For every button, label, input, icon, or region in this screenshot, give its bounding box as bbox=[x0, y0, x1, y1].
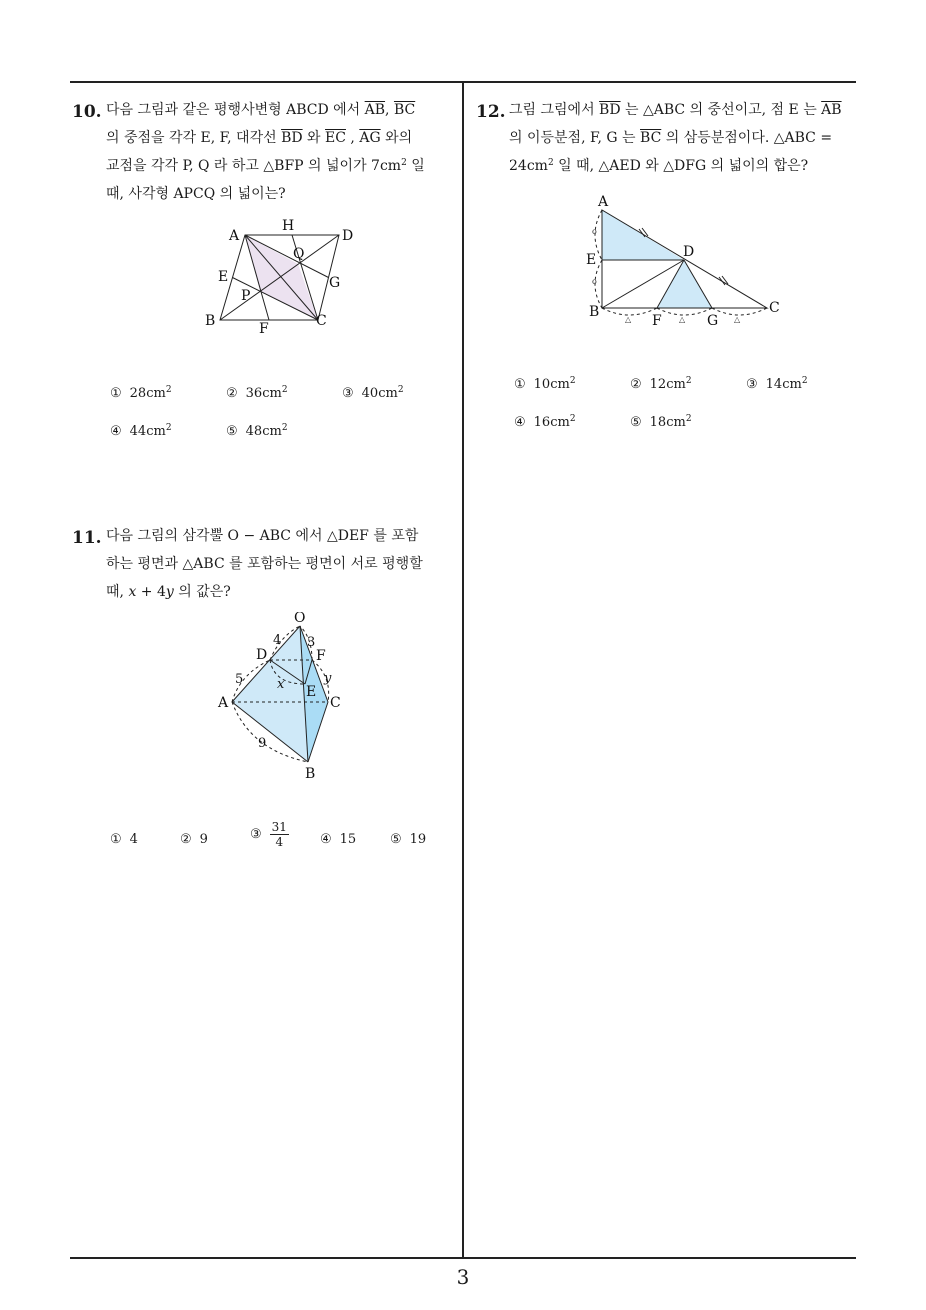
choice-marker: ② bbox=[180, 832, 192, 847]
superscript: 2 bbox=[165, 385, 172, 395]
problem-11-figure bbox=[210, 612, 360, 784]
choice-4[interactable] bbox=[320, 832, 356, 847]
choice-text: 14cm bbox=[765, 377, 802, 392]
choice-text: 10cm bbox=[533, 377, 570, 392]
superscript: 2 bbox=[401, 158, 407, 168]
label-5: 5 bbox=[235, 672, 244, 687]
choice-1[interactable] bbox=[514, 377, 576, 392]
superscript: 2 bbox=[165, 423, 172, 433]
label-B: B bbox=[589, 304, 600, 320]
arc-fg bbox=[657, 308, 712, 315]
label-C: C bbox=[316, 313, 327, 329]
triangle-mark-fg: △ bbox=[679, 315, 686, 324]
choice-4[interactable] bbox=[514, 415, 576, 430]
choice-marker: ② bbox=[630, 377, 642, 392]
label-D: D bbox=[256, 647, 268, 663]
superscript: 2 bbox=[569, 414, 576, 424]
label-G: G bbox=[707, 313, 719, 329]
choice-text: 40cm bbox=[361, 386, 398, 401]
label-B: B bbox=[305, 766, 316, 782]
choice-fraction: $\frac{31}{4}$ bbox=[271, 820, 287, 849]
column-divider bbox=[462, 82, 464, 1258]
arc-gc bbox=[712, 308, 767, 315]
choice-text: 15 bbox=[339, 832, 357, 847]
text-line: 다음 그림과 같은 평행사변형 ABCD 에서 $\overline{AB}$, $\overline{BC}$ bbox=[106, 102, 416, 118]
circle-mark-ae: o bbox=[592, 227, 597, 236]
text-line: 때, x + 4y 의 값은? bbox=[106, 584, 231, 600]
label-O: O bbox=[294, 612, 306, 626]
label-4: 4 bbox=[273, 633, 282, 648]
superscript: 2 bbox=[569, 376, 576, 386]
choice-text: 16cm bbox=[533, 415, 570, 430]
label-C: C bbox=[769, 300, 780, 316]
segment-overline: $\overline{BC}$ bbox=[640, 130, 662, 146]
choice-3[interactable] bbox=[342, 386, 404, 401]
label-P: P bbox=[241, 288, 251, 304]
choice-marker: ⑤ bbox=[226, 424, 238, 439]
math-variable: x bbox=[128, 584, 137, 600]
choice-3[interactable] bbox=[250, 820, 289, 849]
segment-overline: $\overline{AB}$ bbox=[364, 102, 386, 118]
choice-marker: ① bbox=[110, 832, 122, 847]
superscript: 2 bbox=[397, 385, 404, 395]
choice-text: 48cm bbox=[245, 424, 282, 439]
label-E: E bbox=[586, 252, 597, 268]
label-F: F bbox=[316, 648, 326, 664]
triangle-mark-bf: △ bbox=[625, 315, 632, 324]
choice-text: 36cm bbox=[245, 386, 282, 401]
circle-mark-eb: o bbox=[592, 277, 597, 286]
segment-overline: $\overline{BD}$ bbox=[281, 130, 303, 146]
choice-marker: ⑤ bbox=[390, 832, 402, 847]
choice-text: 9 bbox=[199, 832, 208, 847]
face-oab bbox=[232, 626, 308, 762]
choice-text: 12cm bbox=[649, 377, 686, 392]
label-A: A bbox=[229, 228, 240, 244]
label-F: F bbox=[652, 313, 662, 329]
text-line: 때, 사각형 APCQ 의 넓이는? bbox=[106, 186, 286, 202]
label-Q: Q bbox=[293, 246, 305, 262]
text-line: 의 중점을 각각 E, F, 대각선 $\overline{BD}$ 와 $\overline{EC}$ , $\overline{AG}$ 와의 bbox=[106, 130, 413, 146]
problem-number: 12. bbox=[476, 102, 506, 122]
choice-1[interactable] bbox=[110, 832, 138, 847]
label-C: C bbox=[330, 695, 341, 711]
problem-text bbox=[106, 522, 423, 606]
label-9: 9 bbox=[258, 736, 267, 751]
label-D: D bbox=[683, 244, 695, 260]
segment-overline: $\overline{BD}$ bbox=[599, 102, 621, 118]
choice-text: 18cm bbox=[649, 415, 686, 430]
segment-overline: $\overline{EC}$ bbox=[325, 130, 346, 146]
choice-4[interactable] bbox=[110, 424, 172, 439]
choice-3[interactable] bbox=[746, 377, 808, 392]
choice-marker: ② bbox=[226, 386, 238, 401]
choice-marker: ④ bbox=[514, 415, 526, 430]
label-E: E bbox=[218, 269, 229, 285]
label-B: B bbox=[205, 313, 216, 329]
bottom-rule bbox=[70, 1257, 856, 1259]
label-3: 3 bbox=[307, 635, 316, 650]
text-line: 교점을 각각 P, Q 라 하고 △BFP 의 넓이가 $7cm^2$ 일 bbox=[106, 158, 425, 174]
choice-text: 19 bbox=[409, 832, 427, 847]
choice-text: 28cm bbox=[129, 386, 166, 401]
label-D: D bbox=[342, 228, 354, 244]
segment-overline: $\overline{BC}$ bbox=[393, 102, 416, 118]
problem-12-figure bbox=[582, 192, 787, 332]
text-line: $24cm^2$ 일 때, △AED 와 △DFG 의 넓이의 합은? bbox=[509, 158, 809, 174]
label-A: A bbox=[598, 194, 609, 210]
segment-overline: $\overline{AB}$ bbox=[821, 102, 842, 118]
choice-text: 44cm bbox=[129, 424, 166, 439]
diagonal-ac bbox=[245, 235, 318, 320]
choice-5[interactable] bbox=[226, 424, 288, 439]
problem-10-figure bbox=[200, 215, 370, 340]
problem-text bbox=[106, 96, 425, 208]
text-line: 그림 그림에서 $\overline{BD}$ 는 △ABC 의 중선이고, 점 E 는 $\overline{AB}$ bbox=[509, 102, 842, 118]
label-A: A bbox=[218, 695, 229, 711]
choice-marker: ④ bbox=[110, 424, 122, 439]
triangle-mark-gc: △ bbox=[734, 315, 741, 324]
shaded-triangle-dfg bbox=[657, 260, 712, 308]
choice-marker: ① bbox=[514, 377, 526, 392]
problem-text bbox=[509, 96, 842, 180]
superscript: 2 bbox=[281, 385, 288, 395]
superscript: 2 bbox=[685, 376, 692, 386]
choice-marker: ③ bbox=[746, 377, 758, 392]
text-line: 하는 평면과 △ABC 를 포함하는 평면이 서로 평행할 bbox=[106, 556, 423, 572]
arc-bf bbox=[602, 308, 657, 315]
choice-text: 4 bbox=[129, 832, 138, 847]
superscript: 2 bbox=[801, 376, 808, 386]
label-x: x bbox=[277, 677, 285, 692]
label-E: E bbox=[306, 684, 317, 700]
choice-1[interactable] bbox=[110, 386, 172, 401]
choice-marker: ③ bbox=[250, 827, 262, 842]
label-H: H bbox=[282, 218, 295, 234]
problem-number: 10. bbox=[72, 102, 102, 122]
choice-marker: ③ bbox=[342, 386, 354, 401]
segment-overline: $\overline{AG}$ bbox=[359, 130, 381, 146]
choice-2[interactable] bbox=[630, 377, 692, 392]
choice-marker: ① bbox=[110, 386, 122, 401]
choice-marker: ⑤ bbox=[630, 415, 642, 430]
label-y: y bbox=[324, 671, 332, 686]
label-F: F bbox=[259, 321, 269, 337]
choice-2[interactable] bbox=[180, 832, 208, 847]
superscript: 2 bbox=[547, 158, 554, 168]
choice-marker: ④ bbox=[320, 832, 332, 847]
problem-number: 11. bbox=[72, 528, 102, 548]
choice-2[interactable] bbox=[226, 386, 288, 401]
page-number: 3 bbox=[456, 1265, 470, 1289]
choice-5[interactable] bbox=[390, 832, 426, 847]
choice-5[interactable] bbox=[630, 415, 692, 430]
label-G: G bbox=[329, 275, 341, 291]
superscript: 2 bbox=[281, 423, 288, 433]
superscript: 2 bbox=[685, 414, 692, 424]
text-line: 다음 그림의 삼각뿔 O − ABC 에서 △DEF 를 포함 bbox=[106, 528, 419, 544]
text-line: 의 이등분점, F, G 는 $\overline{BC}$ 의 삼등분점이다. △ABC = bbox=[509, 130, 833, 146]
math-variable: y bbox=[165, 584, 174, 600]
